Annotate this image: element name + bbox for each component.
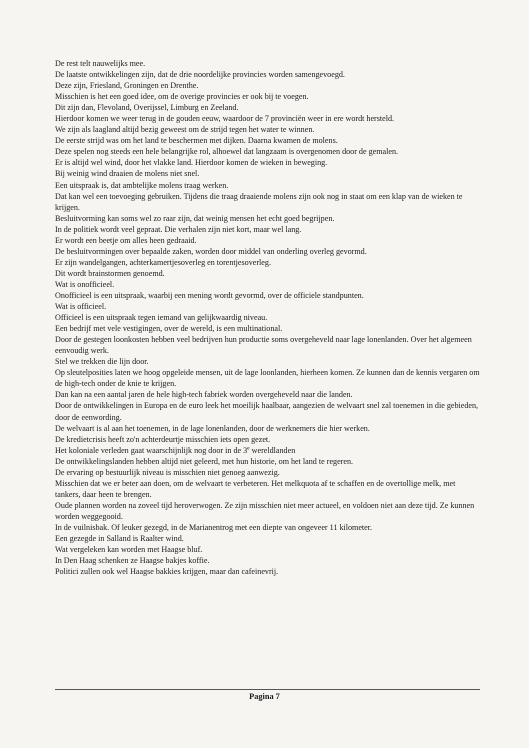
paragraph: Deze spelen nog steeds een hele belangrijke rol, alhoewel dat langzaam is overgenomen door de gemalen. — [55, 147, 399, 157]
paragraph: Wat vergeleken kan worden met Haagse bluf. — [55, 545, 203, 555]
paragraph: Politici zullen ook wel Haagse bakkies krijgen, maar dan cafeinevrij. — [55, 567, 279, 577]
paragraph: Door de gestegen loonkosten hebben veel bedrijven hun productie soms overgeheveld naar lage lonenlanden. Over het algemeen eenvoudig werk. — [55, 335, 472, 356]
colonial-text: Het koloniale verleden gaat waarschijnlijk nog door in de 3 — [55, 445, 248, 455]
paragraph: De kredietcrisis heeft zo'n achterdeurtje misschien iets open gezet. — [55, 434, 271, 444]
paragraph: De laatste ontwikkelingen zijn, dat de drie noordelijke provincies worden samengevoegd. — [55, 70, 345, 80]
paragraph: Bij weinig wind draaien de molens niet snel. — [55, 169, 200, 179]
colonial-text-end: wereldlanden — [249, 445, 296, 455]
paragraph: De welvaart is al aan het toenemen, in de lage lonenlanden, door de werknemers die hier werken. — [55, 423, 370, 433]
paragraph: Wat is onofficieel. — [55, 279, 115, 289]
paragraph: De rest telt nauwelijks mee. — [55, 59, 146, 68]
paragraph: De ervaring op bestuurlijk niveau is misschien niet genoeg aanwezig. — [55, 467, 280, 477]
paragraph: Dit wordt brainstormen genoemd. — [55, 268, 165, 278]
paragraph: Een bedrijf met vele vestigingen, over de wereld, is een multinational. — [55, 324, 283, 334]
paragraph-colonial — [55, 445, 480, 456]
paragraph: Misschien is het een goed idee, om de overige provincies er ook bij te voegen. — [55, 92, 309, 102]
paragraph: Dan kan na een aantal jaren de hele high-tech fabriek worden overgeheveld naar die landen. — [55, 390, 353, 400]
paragraph: We zijn als laagland altijd bezig geweest om de strijd tegen het water te winnen. — [55, 125, 315, 135]
paragraph: In de politiek wordt veel gepraat. Die verhalen zijn niet kort, maar wel lang. — [55, 224, 302, 234]
paragraph: De besluitvormingen over bepaalde zaken, worden door middel van onderling overleg gevormd. — [55, 246, 367, 256]
paragraph: Er wordt een beetje om alles heen gedraaid. — [55, 235, 197, 245]
paragraph: De ontwikkelingslanden hebben altijd niet geleerd, met hun historie, om het land te regeren. — [55, 456, 354, 466]
paragraph: Besluitvorming kan soms wel zo raar zijn, dat weinig mensen het echt goed begrijpen. — [55, 213, 335, 223]
paragraph: Door de ontwikkelingen in Europa en de euro leek het moeilijk haalbaar, aangezien de welvaart snel zal toenemen in die gebieden, door de eenwording. — [55, 401, 479, 422]
page-number: Pagina 7 — [249, 692, 280, 701]
body-text — [55, 58, 480, 577]
paragraph: Deze zijn, Friesland, Groningen en Drenthe. — [55, 81, 199, 91]
paragraph: Een uitspraak is, dat ambtelijke molens traag werken. — [55, 180, 229, 190]
paragraph: In de vuilnisbak. Of leuker gezegd, in de Marianentrog met een diepte van ongeveer 11 kilometer. — [55, 522, 373, 532]
paragraph: In Den Haag schenken ze Haagse bakjes koffie. — [55, 556, 210, 566]
paragraph: Er is altijd wel wind, door het vlakke land. Hierdoor komen de wieken in beweging. — [55, 158, 328, 168]
paragraph: Een gezegde in Salland is Raalter wind. — [55, 534, 184, 544]
paragraph: Dit zijn dan, Flevoland, Overijssel, Limburg en Zeeland. — [55, 103, 239, 113]
paragraph: Dat kan wel een toevoeging gebruiken. Tijdens die traag draaiende molens zijn ook nog in staat om een klap van de wieken te krijgen. — [55, 191, 463, 212]
paragraph: Er zijn wandelgangen, achterkamertjesoverleg en torentjesoverleg. — [55, 257, 271, 267]
paragraph: Oude plannen worden na zoveel tijd heroverwogen. Ze zijn misschien niet meer actueel, en voldoen niet aan deze tijd. Ze kunnen worden weggegooid. — [55, 500, 475, 521]
paragraph: Misschien dat we er beter aan doen, om de welvaart te verbeteren. Het melkquota af te schaffen en de overtollige melk, met tankers, daar heen te brengen. — [55, 478, 456, 499]
paragraph: Onofficieel is een uitspraak, waarbij een mening wordt gevormd, over de officiele standpunten. — [55, 290, 364, 300]
superscript-e: e — [247, 444, 250, 451]
paragraph: Stel we trekken die lijn door. — [55, 357, 149, 367]
footer-divider — [55, 689, 480, 690]
paragraph: Wat is officieel. — [55, 302, 107, 312]
paragraph: Op sleutelposities laten we hoog opgeleide mensen, uit de lage loonlanden, hierheen komen. Ze kunnen dan de kennis vergaren om de high-tech onder de knie te krijgen. — [55, 368, 480, 389]
paragraph: De eerste strijd was om het land te beschermen met dijken. Daarna kwamen de molens. — [55, 136, 338, 146]
paragraph: Officieel is een uitspraak tegen iemand van gelijkwaardig niveau. — [55, 313, 268, 323]
paragraph: Hierdoor komen we weer terug in de gouden eeuw, waardoor de 7 provinciën weer in ere wordt hersteld. — [55, 114, 395, 124]
